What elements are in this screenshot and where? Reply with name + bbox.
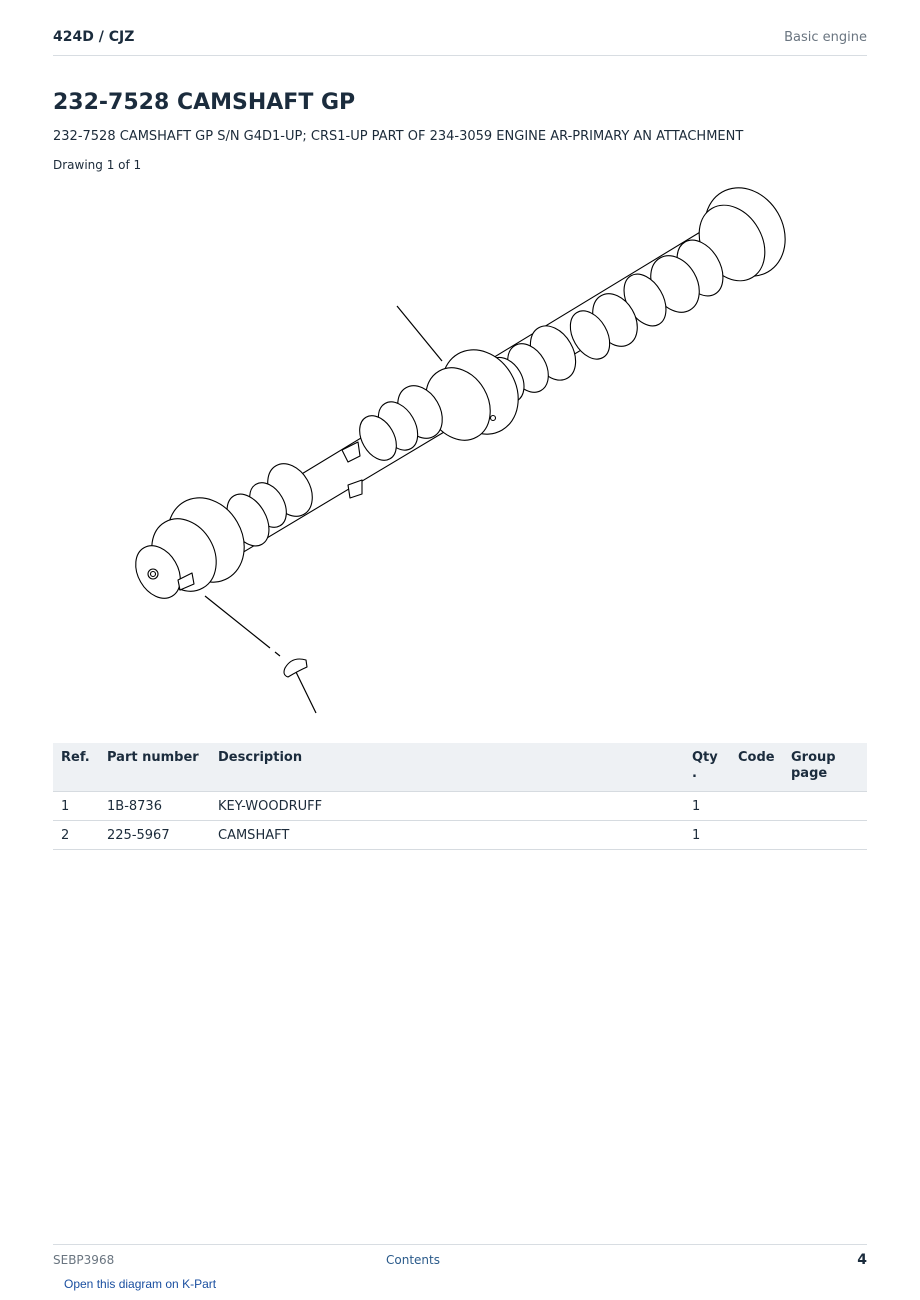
col-ref: Ref.: [53, 743, 99, 792]
cell-group-page: [783, 792, 867, 821]
cell-description: KEY-WOODRUFF: [210, 792, 684, 821]
header-divider: [53, 55, 867, 56]
parts-table: [53, 743, 867, 850]
cell-part-number: 225-5967: [99, 821, 210, 850]
col-description: Description: [210, 743, 684, 792]
cell-description: CAMSHAFT: [210, 821, 684, 850]
table-row: [53, 821, 867, 850]
col-part-number: Part number: [99, 743, 210, 792]
col-group-page: Group page: [783, 743, 867, 792]
page-number: 4: [857, 1252, 867, 1268]
col-code: Code: [730, 743, 783, 792]
cell-ref: 2: [53, 821, 99, 850]
page-title: 232-7528 CAMSHAFT GP: [53, 90, 356, 115]
leader-line-key: [296, 672, 316, 713]
cell-code: [730, 792, 783, 821]
contents-link[interactable]: Contents: [386, 1253, 440, 1267]
cell-qty: 1: [684, 821, 730, 850]
header-model: 424D / CJZ: [53, 29, 135, 45]
camshaft-drawing: [120, 180, 810, 720]
cell-group-page: [783, 821, 867, 850]
open-kpart-link[interactable]: Open this diagram on K-Part: [64, 1277, 217, 1291]
leader-line-key-dashed: [205, 596, 280, 656]
table-header-row: [53, 743, 867, 792]
footer-doc-id: SEBP3968: [53, 1253, 115, 1267]
woodruff-key-part: [284, 659, 307, 677]
table-row: [53, 792, 867, 821]
cell-qty: 1: [684, 792, 730, 821]
footer-divider: [53, 1244, 867, 1245]
col-qty: Qty .: [684, 743, 730, 792]
header-section: Basic engine: [784, 30, 867, 45]
camshaft-part: [127, 180, 801, 606]
cell-part-number: 1B-8736: [99, 792, 210, 821]
cell-ref: 1: [53, 792, 99, 821]
leader-line-camshaft: [397, 306, 442, 361]
cell-code: [730, 821, 783, 850]
drawing-label: Drawing 1 of 1: [53, 158, 142, 172]
page-subtitle: 232-7528 CAMSHAFT GP S/N G4D1-UP; CRS1-UP PART OF 234-3059 ENGINE AR-PRIMARY AN ATTACHMENT: [53, 129, 744, 144]
